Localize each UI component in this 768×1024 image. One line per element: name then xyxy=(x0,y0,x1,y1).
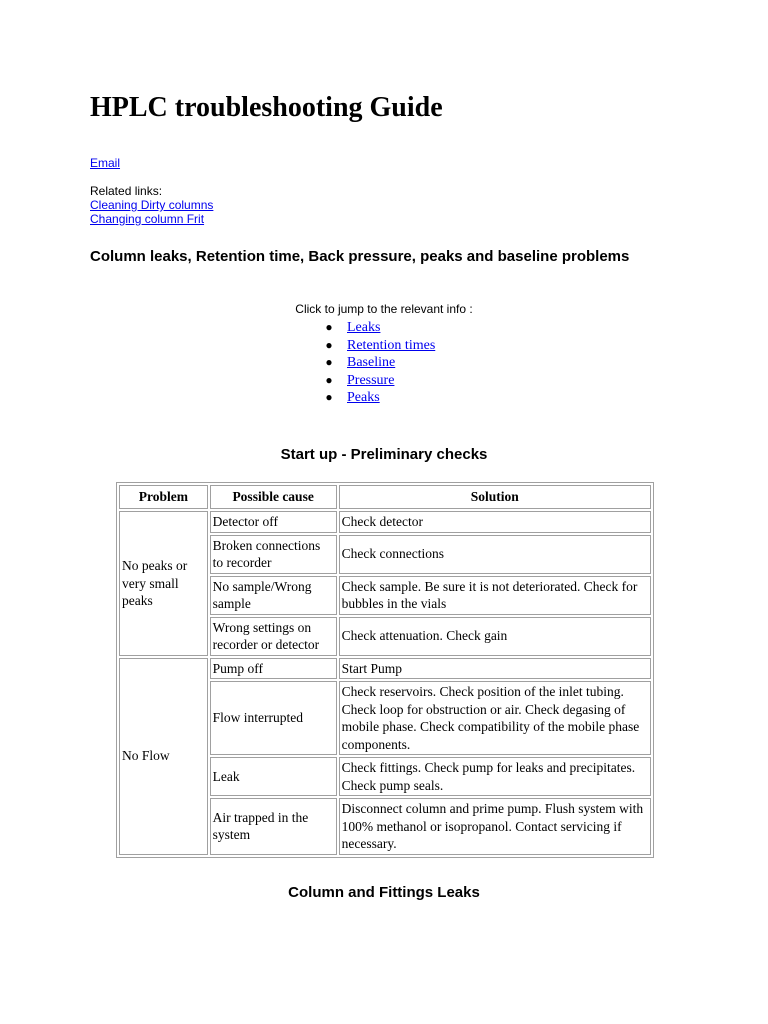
list-item xyxy=(325,354,435,372)
startup-title: Start up - Preliminary checks xyxy=(280,446,488,463)
header-solution: Solution xyxy=(339,485,651,509)
bullet-icon: ● xyxy=(325,355,333,369)
solution-cell: Check detector xyxy=(339,511,651,533)
problem-cell: No Flow xyxy=(119,658,208,855)
list-item xyxy=(325,389,435,407)
solution-cell: Check reservoirs. Check position of the inlet tubing. Check loop for obstruction or air. Check degasing of mobile phase. Check compatibility of the mobile phase components. xyxy=(339,681,651,755)
preliminary-checks-table xyxy=(116,482,654,858)
related-links xyxy=(90,184,213,226)
link-cleaning-dirty-columns[interactable]: Cleaning Dirty columns xyxy=(90,198,214,212)
solution-cell: Disconnect column and prime pump. Flush system with 100% methanol or isopropanol. Contact servicing if necessary. xyxy=(339,798,651,855)
link-changing-column-frit[interactable]: Changing column Frit xyxy=(90,212,205,226)
jump-link-retention-times[interactable]: Retention times xyxy=(347,337,436,353)
jump-link-pressure[interactable]: Pressure xyxy=(347,372,395,388)
cause-cell: Flow interrupted xyxy=(210,681,337,755)
bullet-icon: ● xyxy=(325,372,333,387)
bullet-icon: ● xyxy=(325,390,333,404)
bullet-icon: ● xyxy=(325,337,333,352)
list-item xyxy=(325,319,435,337)
jump-link-baseline[interactable]: Baseline xyxy=(347,355,396,370)
table-row xyxy=(119,511,651,533)
solution-cell: Check fittings. Check pump for leaks and precipitates. Check pump seals. xyxy=(339,757,651,796)
table-row xyxy=(119,658,651,680)
problem-cell: No peaks or very small peaks xyxy=(119,511,208,656)
cause-cell: Leak xyxy=(210,757,337,796)
list-item xyxy=(325,372,435,390)
cause-cell: Air trapped in the system xyxy=(210,798,337,855)
email-link[interactable]: Email xyxy=(90,156,121,170)
jump-list xyxy=(325,319,436,407)
solution-cell: Check sample. Be sure it is not deteriorated. Check for bubbles in the vials xyxy=(339,576,651,615)
page-title: HPLC troubleshooting Guide xyxy=(90,92,443,123)
leaks-title: Column and Fittings Leaks xyxy=(288,884,480,901)
header-problem: Problem xyxy=(119,485,208,509)
table-header-row xyxy=(119,485,651,509)
solution-cell: Check connections xyxy=(339,535,651,574)
related-links-label: Related links: xyxy=(90,184,163,198)
list-item xyxy=(325,337,436,355)
cause-cell: Wrong settings on recorder or detector xyxy=(210,617,337,656)
solution-cell: Start Pump xyxy=(339,658,651,680)
jump-link-peaks[interactable]: Peaks xyxy=(347,390,380,405)
solution-cell: Check attenuation. Check gain xyxy=(339,617,651,656)
header-possible-cause: Possible cause xyxy=(210,485,337,509)
cause-cell: Broken connections to recorder xyxy=(210,535,337,574)
cause-cell: Pump off xyxy=(210,658,337,680)
jump-intro: Click to jump to the relevant info : xyxy=(295,302,473,316)
cause-cell: Detector off xyxy=(210,511,337,533)
cause-cell: No sample/Wrong sample xyxy=(210,576,337,615)
jump-link-leaks[interactable]: Leaks xyxy=(347,320,381,335)
section-heading: Column leaks, Retention time, Back pressure, peaks and baseline problems xyxy=(90,248,630,265)
bullet-icon: ● xyxy=(325,320,333,334)
email-line xyxy=(90,155,120,171)
